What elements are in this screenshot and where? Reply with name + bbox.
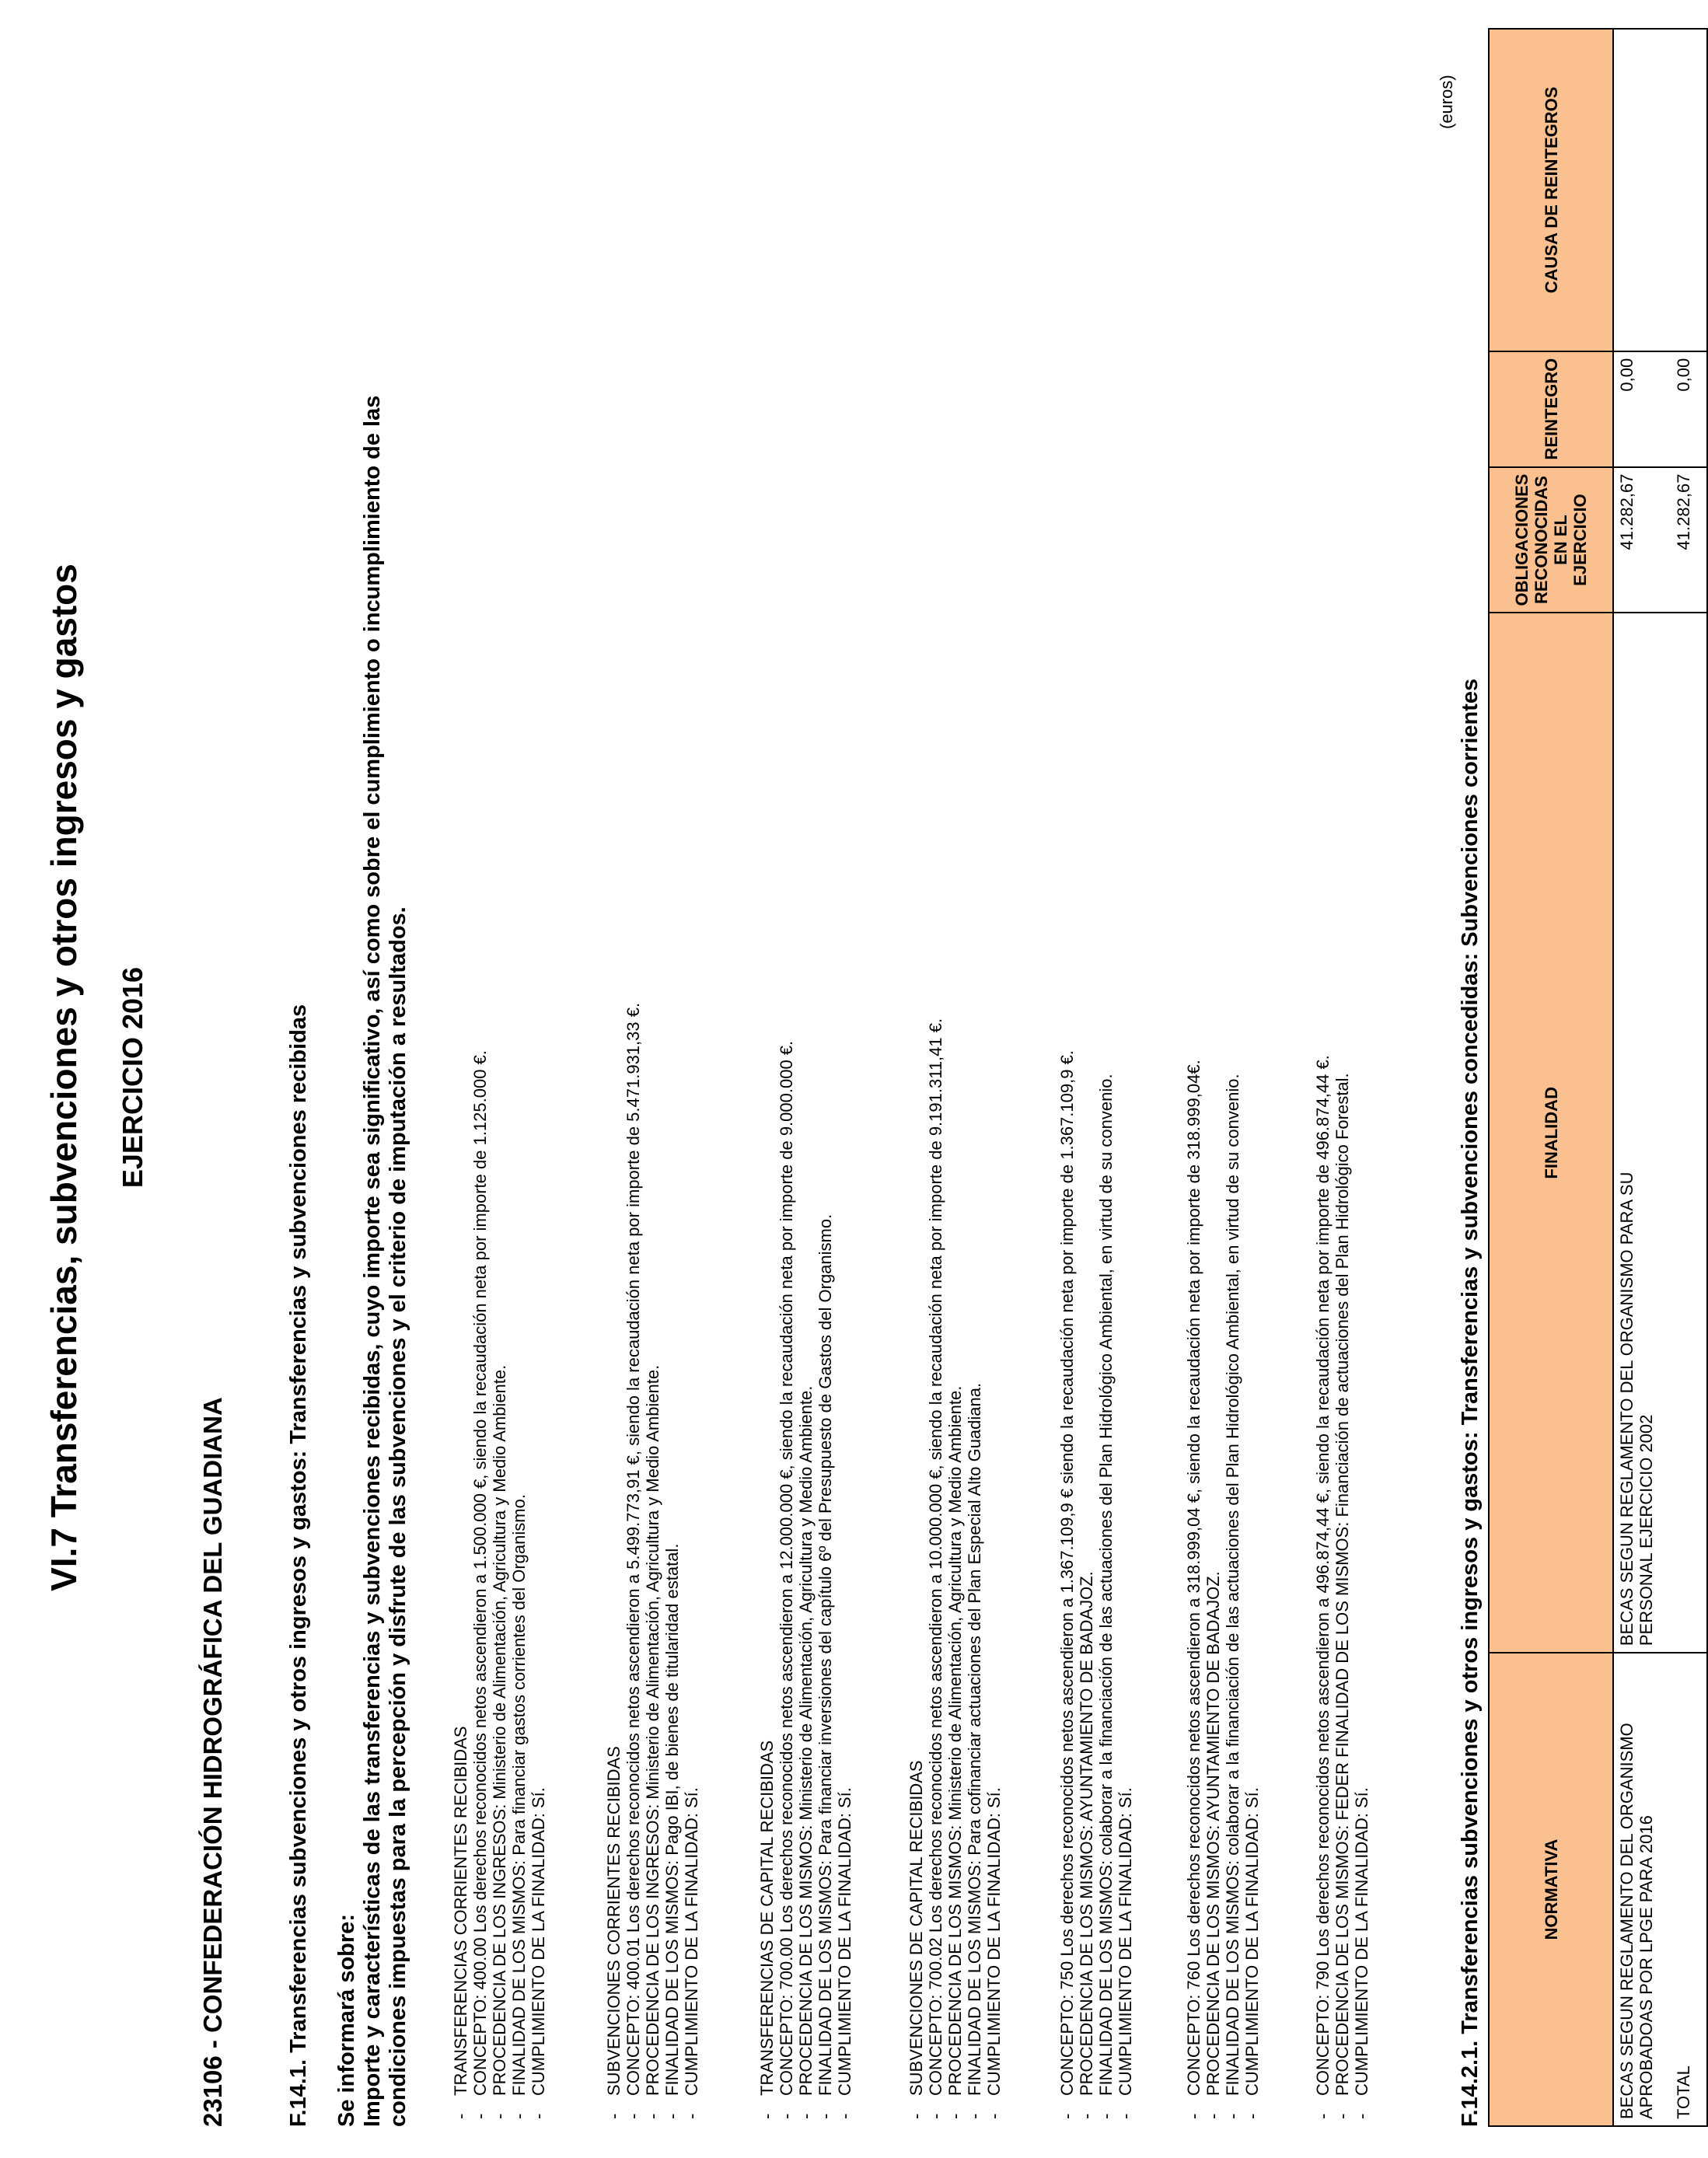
block-line: PROCEDENCIA DE LOS MISMOS: Ministerio de Alimentación, Agricultura y Medio Ambiente. [796,1385,816,2096]
header-normativa: NORMATIVA [1489,1653,1613,2126]
block-line: CUMPLIMIENTO DE LA FINALIDAD: Sí. [529,1787,548,2096]
block-line: SUBVENCIONES DE CAPITAL RECIBIDAS [906,1760,926,2096]
block-line: FINALIDAD DE LOS MISMOS: colaborar a la financiación de las actuaciones del Plan Hidrológico Ambiental, en virtud de su convenio. [1096,1074,1116,2096]
block-subvenciones-capital: -SUBVENCIONES DE CAPITAL RECIBIDAS -CONCEPTO: 700.02 Los derechos reconocidos netos ascendieron a 10.000.000 €, siendo la recaudación neta por importe de 9.191.311,41 €. -PROCEDENCIA DE LOS MISMOS: Ministerio de Alimentación, Agricultura y Medio Ambiente. -FINALIDAD DE LOS MISMOS: Para cofinanciar actuaciones del Plan Especial Alto Guadiana. -CUMPLIMIENTO DE LA FINALIDAD: Sí. [906,1018,1004,2119]
cell-reintegro: 0,00 [1613,351,1671,467]
block-concepto-760: -CONCEPTO: 760 Los derechos reconocidos netos ascendieron a 318.999,04 €, siendo la recaudación neta por importe de 318.999,04€. -PROCEDENCIA DE LOS MISMOS: AYUNTAMIENTO DE BADAJOZ. -FINALIDAD DE LOS MISMOS: colaborar a la financiación de las actuaciones del Plan Hidrológico Ambiental, en virtud de su convenio. -CUMPLIMIENTO DE LA FINALIDAD: Sí. [1184,1060,1262,2119]
block-line: CUMPLIMIENTO DE LA FINALIDAD: Sí. [1242,1787,1262,2096]
cell-finalidad-line-1: BECAS SEGUN REGLAMENTO DEL ORGANISMO PARA SU [1617,1172,1636,1646]
block-line: CUMPLIMIENTO DE LA FINALIDAD: Sí. [1116,1787,1135,2096]
block-line: CONCEPTO: 750 Los derechos reconocidos netos ascendieron a 1.367.109,9 € siendo la recaudación neta por importe de 1.367.109,9 €. [1057,1050,1077,2096]
table-total-row [1671,29,1707,2126]
block-transferencias-corrientes: -TRANSFERENCIAS CORRIENTES RECIBIDAS -CONCEPTO: 400.00 Los derechos reconocidos netos ascendieron a 1.500.000 €, siendo la recaudación neta por importe de 1.125.000 €. -PROCEDENCIA DE LOS INGRESOS: Ministerio de Alimentación, Agricultura y Medio Ambiente. -FINALIDAD DE LOS MISMOS: Para financiar gastos corrientes del Organismo. -CUMPLIMIENTO DE LA FINALIDAD: Sí. [451,1050,548,2119]
informara-text-line-1: Importe y características de las transferencias y subvenciones recibidas, cuyo importe sea significativo, así como sobre el cumplimiento o incumplimiento de las [360,395,385,2127]
header-obligaciones [1489,467,1613,613]
header-causa: CAUSA DE REINTEGROS [1489,29,1613,351]
entity-heading: 23106 - CONFEDERACIÓN HIDROGRÁFICA DEL GUADIANA [198,1397,227,2127]
block-line: FINALIDAD DE LOS MISMOS: Pago IBI, de bienes de titularidad estatal. [662,1543,682,2096]
block-transferencias-capital: -TRANSFERENCIAS DE CAPITAL RECIBIDAS -CONCEPTO: 700.00 Los derechos reconocidos netos ascendieron a 12.000.000 €, siendo la recaudación neta por importe de 9.000.000 €. -PROCEDENCIA DE LOS MISMOS: Ministerio de Alimentación, Agricultura y Medio Ambiente. -FINALIDAD DE LOS MISMOS: Para financiar inversiones del capítulo 6º del Presupuesto de Gastos del Organismo. -CUMPLIMIENTO DE LA FINALIDAD: Sí. [757,1040,854,2119]
page-title: VI.7 Transferencias, subvenciones y otros ingresos y gastos [44,564,84,1591]
table-title: F.14.2.1. Transferencias subvenciones y otros ingresos y gastos: Transferencias y subvenciones concedidas: Subvenciones corrientes [1458,678,1483,2127]
units-label: (euros) [1437,75,1456,129]
informara-text-line-2: condiciones impuestas para la percepción y disfrute de las subvenciones y el criterio de imputación a resultados. [386,906,410,2127]
total-causa-empty [1671,29,1707,351]
block-line: CONCEPTO: 700.00 Los derechos reconocidos netos ascendieron a 12.000.000 €, siendo la recaudación neta por importe de 9.000.000 €. [777,1040,796,2096]
cell-finalidad-line-2: PERSONAL EJERCICIO 2002 [1636,1414,1656,1646]
block-line: SUBVENCIONES CORRIENTES RECIBIDAS [604,1746,623,2096]
cell-normativa [1613,1653,1671,2126]
block-line: PROCEDENCIA DE LOS INGRESOS: Ministerio de Alimentación, Agricultura y Medio Ambiente. [490,1364,509,2096]
block-line: PROCEDENCIA DE LOS MISMOS: AYUNTAMIENTO DE BADAJOZ. [1077,1571,1096,2096]
cell-normativa-line-2: APROBADOAS POR LPGE PARA 2016 [1636,1815,1656,2119]
block-line: FINALIDAD DE LOS MISMOS: Para cofinanciar actuaciones del Plan Especial Alto Guadiana. [965,1382,984,2096]
informara-label: Se informará sobre: [334,1914,359,2127]
exercise-year: EJERCICIO 2016 [117,966,148,1189]
total-finalidad-empty [1671,613,1707,1653]
cell-normativa-line-1: BECAS SEGUN REGLAMENTO DEL ORGANISMO [1617,1723,1636,2119]
total-reintegro: 0,00 [1671,351,1707,467]
block-subvenciones-corrientes: -SUBVENCIONES CORRIENTES RECIBIDAS -CONCEPTO: 400.01 Los derechos reconocidos netos ascendieron a 5.499.773,91 €, siendo la recaudación neta por importe de 5.471.931,33 €. -PROCEDENCIA DE LOS INGRESOS: Ministerio de Alimentación, Agricultura y Medio Ambiente. -FINALIDAD DE LOS MISMOS: Pago IBI, de bienes de titularidad estatal. -CUMPLIMIENTO DE LA FINALIDAD: Sí. [604,1002,701,2119]
block-line: CUMPLIMIENTO DE LA FINALIDAD: Sí. [984,1787,1004,2096]
block-line: CONCEPTO: 400.00 Los derechos reconocidos netos ascendieron a 1.500.000 €, siendo la recaudación neta por importe de 1.125.000 €. [470,1050,490,2096]
informara-paragraph [334,59,411,2127]
block-line: CUMPLIMIENTO DE LA FINALIDAD: Sí. [835,1787,854,2096]
section-title: F.14.1. Transferencias subvenciones y otros ingresos y gastos: Transferencias y subvenciones recibidas [286,1004,311,2127]
block-concepto-790: -CONCEPTO: 790 Los derechos reconocidos netos ascendieron a 496.874,44 €, siendo la recaudación neta por importe de 496.874,44 €. -PROCEDENCIA DE LOS MISMOS: FEDER FINALIDAD DE LOS MISMOS: Financiación de actuaciones del Plan Hidrológico Forestal. -CUMPLIMIENTO DE LA FINALIDAD: Sí. [1313,1055,1371,2119]
block-line: CUMPLIMIENTO DE LA FINALIDAD: Sí. [682,1787,701,2096]
block-line: FINALIDAD DE LOS MISMOS: Para financiar gastos corrientes del Organismo. [509,1494,529,2096]
header-reintegro: REINTEGRO [1489,351,1613,467]
header-obligaciones-line-2: RECONOCIDAS EN EL [1532,476,1570,605]
total-label: TOTAL [1671,1653,1707,2126]
block-line: FINALIDAD DE LOS MISMOS: Para financiar inversiones del capítulo 6º del Presupuesto de Gastos del Organismo. [816,1213,835,2096]
block-line: CUMPLIMIENTO DE LA FINALIDAD: Sí. [1352,1787,1371,2096]
header-obligaciones-line-1: OBLIGACIONES [1512,473,1532,606]
block-line: PROCEDENCIA DE LOS MISMOS: AYUNTAMIENTO DE BADAJOZ. [1203,1571,1223,2096]
block-line: PROCEDENCIA DE LOS MISMOS: Ministerio de Alimentación, Agricultura y Medio Ambiente. [945,1385,965,2096]
cell-obligaciones: 41.282,67 [1613,467,1671,613]
subvenciones-table [1488,28,1708,2127]
block-line: CONCEPTO: 700.02 Los derechos reconocidos netos ascendieron a 10.000.000 €, siendo la recaudación neta por importe de 9.191.311,41 €. [926,1018,945,2096]
header-obligaciones-line-3: EJERCICIO [1570,494,1590,586]
cell-finalidad [1613,613,1671,1653]
block-line: FINALIDAD DE LOS MISMOS: colaborar a la financiación de las actuaciones del Plan Hidrológico Ambiental, en virtud de su convenio. [1223,1074,1242,2096]
block-line: CONCEPTO: 760 Los derechos reconocidos netos ascendieron a 318.999,04 €, siendo la recaudación neta por importe de 318.999,04€. [1184,1060,1203,2096]
block-line: TRANSFERENCIAS CORRIENTES RECIBIDAS [451,1726,470,2096]
block-line: PROCEDENCIA DE LOS INGRESOS: Ministerio de Alimentación, Agricultura y Medio Ambiente. [643,1364,662,2096]
block-concepto-750: -CONCEPTO: 750 Los derechos reconocidos netos ascendieron a 1.367.109,9 € siendo la recaudación neta por importe de 1.367.109,9 €. -PROCEDENCIA DE LOS MISMOS: AYUNTAMIENTO DE BADAJOZ. -FINALIDAD DE LOS MISMOS: colaborar a la financiación de las actuaciones del Plan Hidrológico Ambiental, en virtud de su convenio. -CUMPLIMIENTO DE LA FINALIDAD: Sí. [1057,1050,1135,2119]
block-line: CONCEPTO: 400.01 Los derechos reconocidos netos ascendieron a 5.499.773,91 €, siendo la recaudación neta por importe de 5.471.931,33 €. [623,1002,643,2096]
header-finalidad: FINALIDAD [1489,613,1613,1653]
cell-causa [1613,29,1671,351]
total-obligaciones: 41.282,67 [1671,467,1707,613]
table-row [1613,29,1671,2126]
block-line: PROCEDENCIA DE LOS MISMOS: FEDER FINALIDAD DE LOS MISMOS: Financiación de actuaciones del Plan Hidrológico Forestal. [1333,1073,1352,2096]
block-line: TRANSFERENCIAS DE CAPITAL RECIBIDAS [757,1740,777,2096]
block-line: CONCEPTO: 790 Los derechos reconocidos netos ascendieron a 496.874,44 €, siendo la recaudación neta por importe de 496.874,44 €. [1313,1055,1333,2096]
